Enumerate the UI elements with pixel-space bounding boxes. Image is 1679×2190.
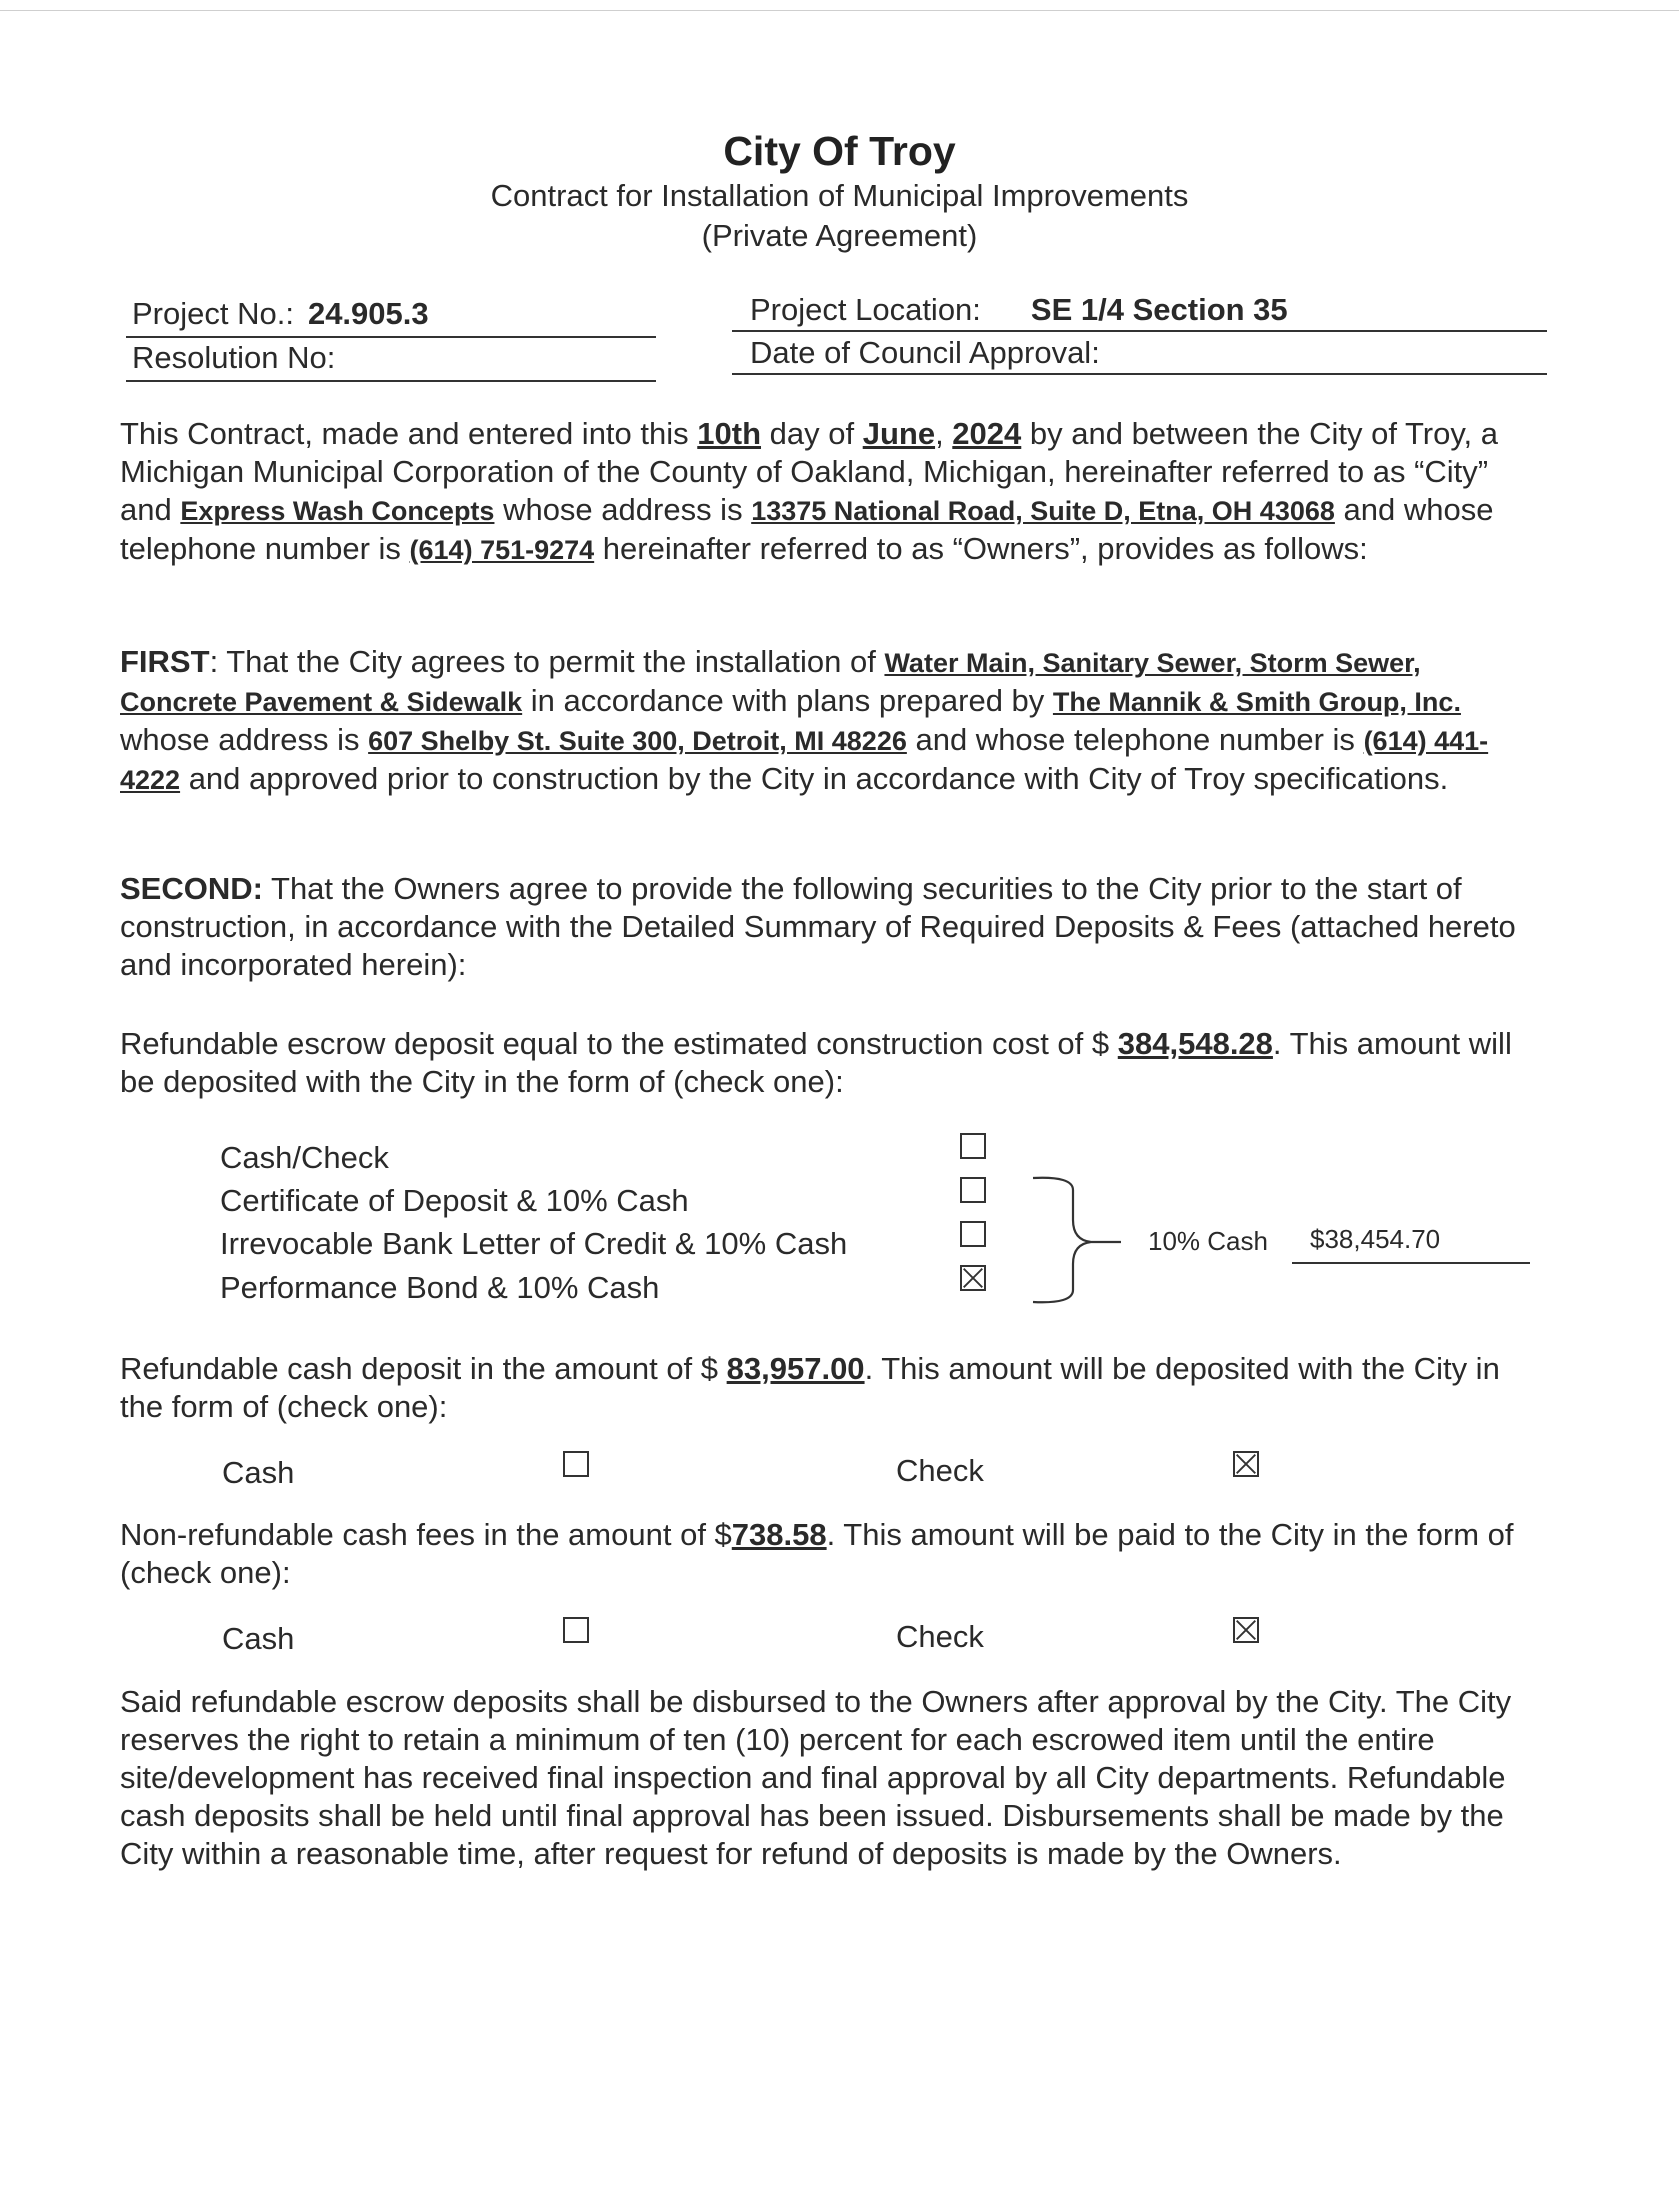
first-text: : That the City agrees to permit the installation of [209, 644, 885, 679]
checkmark-x-icon [962, 1267, 984, 1289]
escrow-option-label: Cash/Check [220, 1140, 389, 1175]
escrow-option-checkbox[interactable] [960, 1221, 986, 1247]
council-approval-underline [732, 373, 1547, 375]
intro-text: and whose telephone number is [120, 492, 1494, 566]
resolution-underline [126, 380, 656, 382]
contract-day: 10th [697, 416, 762, 451]
owner-phone: (614) 751-9274 [409, 535, 595, 565]
escrow-paragraph [120, 1025, 1540, 1101]
cash-deposit-amount: 83,957.00 [726, 1351, 865, 1386]
fees-check-label: Check [896, 1619, 984, 1654]
intro-text: , [935, 416, 953, 451]
project-location-field [750, 292, 1288, 328]
project-no-underline [126, 336, 656, 338]
resolution-field [132, 340, 349, 376]
project-location-label: Project Location: [750, 292, 981, 327]
escrow-amount: 384,548.28 [1117, 1026, 1273, 1061]
second-label: SECOND: [120, 871, 263, 906]
escrow-option-label: Performance Bond & 10% Cash [220, 1270, 660, 1305]
escrow-text: Refundable escrow deposit equal to the estimated construction cost of $ [120, 1026, 1118, 1061]
escrow-option-label: Irrevocable Bank Letter of Credit & 10% Cash [220, 1226, 848, 1261]
second-paragraph [120, 870, 1540, 984]
resolution-label: Resolution No: [132, 340, 336, 375]
fees-amount: 738.58 [731, 1517, 827, 1552]
first-text: whose address is [120, 722, 369, 757]
fees-check-checkbox[interactable] [1233, 1617, 1259, 1643]
project-location-underline [732, 330, 1547, 332]
owner-name: Express Wash Concepts [180, 496, 495, 526]
project-location-value: SE 1/4 Section 35 [1030, 292, 1288, 327]
fees-paragraph [120, 1516, 1540, 1592]
first-label: FIRST [120, 644, 210, 679]
first-text: and approved prior to construction by the City in accordance with City of Troy specifications. [180, 761, 1449, 796]
contract-month: June [862, 416, 936, 451]
improvements-list: Water Main, Sanitary Sewer, Storm Sewer, Concrete Pavement & Sidewalk [120, 648, 1421, 717]
ten-percent-cash-underline [1292, 1262, 1530, 1264]
intro-text: whose address is [494, 492, 752, 527]
document-subtitle-secondary: (Private Agreement) [701, 218, 978, 253]
scan-edge-line [0, 10, 1679, 11]
escrow-option-checkbox[interactable] [960, 1265, 986, 1291]
fees-cash-checkbox[interactable] [563, 1617, 589, 1643]
fees-text: Non-refundable cash fees in the amount of $ [120, 1517, 732, 1552]
closing-paragraph: Said refundable escrow deposits shall be disbursed to the Owners after approval by the City. The City reserves the right to retain a minimum of ten (10) percent for each escrowed item until the entire site/development has received final inspection and final approval by all City departments. Refundable cash deposits shall be held until final approval has been issued. Disbursements shall be made by the City within a reasonable time, after request for refund of deposits is made by the Owners. [120, 1684, 1512, 1871]
brace-icon [1025, 1170, 1125, 1310]
deposit-check-label: Check [896, 1453, 984, 1488]
escrow-option-checkbox[interactable] [960, 1133, 986, 1159]
deposit-cash-label: Cash [222, 1455, 295, 1490]
fees-text: . This amount will be paid to the City in the form of (check one): [120, 1517, 1514, 1590]
owner-address: 13375 National Road, Suite D, Etna, OH 43068 [751, 496, 1335, 526]
engineer-address: 607 Shelby St. Suite 300, Detroit, MI 48226 [368, 726, 907, 756]
second-text: That the Owners agree to provide the following securities to the City prior to the start of construction, in accordance with the Detailed Summary of Required Deposits & Fees (attached hereto and incorporated herein): [120, 871, 1516, 982]
contract-year: 2024 [952, 416, 1022, 451]
council-approval-label: Date of Council Approval: [750, 335, 1100, 370]
intro-text: day of [761, 416, 863, 451]
project-no-label: Project No.: [132, 296, 294, 331]
ten-percent-cash-label: 10% Cash [1148, 1226, 1268, 1256]
escrow-text: . This amount will be deposited with the City in the form of (check one): [120, 1026, 1512, 1099]
checkmark-x-icon [1235, 1453, 1257, 1475]
first-text: and whose telephone number is [906, 722, 1364, 757]
checkmark-x-icon [1235, 1619, 1257, 1641]
first-paragraph [120, 643, 1540, 799]
engineer-phone: (614) 441-4222 [120, 726, 1489, 795]
cash-deposit-text: . This amount will be deposited with the City in the form of (check one): [120, 1351, 1500, 1424]
project-no-value: 24.905.3 [307, 296, 429, 331]
ten-percent-cash-value: $38,454.70 [1310, 1224, 1441, 1254]
document-title: City Of Troy [723, 128, 956, 174]
project-no-field [132, 296, 429, 332]
engineer-name: The Mannik & Smith Group, Inc. [1052, 687, 1461, 717]
intro-text: hereinafter referred to as “Owners”, provides as follows: [594, 531, 1368, 566]
deposit-check-checkbox[interactable] [1233, 1451, 1259, 1477]
escrow-option-label: Certificate of Deposit & 10% Cash [220, 1183, 689, 1218]
escrow-option-checkbox[interactable] [960, 1177, 986, 1203]
document-subtitle: Contract for Installation of Municipal Improvements [490, 178, 1189, 213]
deposit-cash-checkbox[interactable] [563, 1451, 589, 1477]
council-approval-field [750, 335, 1114, 371]
intro-paragraph [120, 415, 1540, 569]
intro-text: by and between the City of Troy, a Michigan Municipal Corporation of the County of Oakland, Michigan, hereinafter referred to as “City” and [120, 416, 1499, 527]
intro-text: This Contract, made and entered into this [120, 416, 698, 451]
cash-deposit-text: Refundable cash deposit in the amount of $ [120, 1351, 727, 1386]
first-text: in accordance with plans prepared by [522, 683, 1053, 718]
cash-deposit-paragraph [120, 1350, 1540, 1426]
fees-cash-label: Cash [222, 1621, 295, 1656]
